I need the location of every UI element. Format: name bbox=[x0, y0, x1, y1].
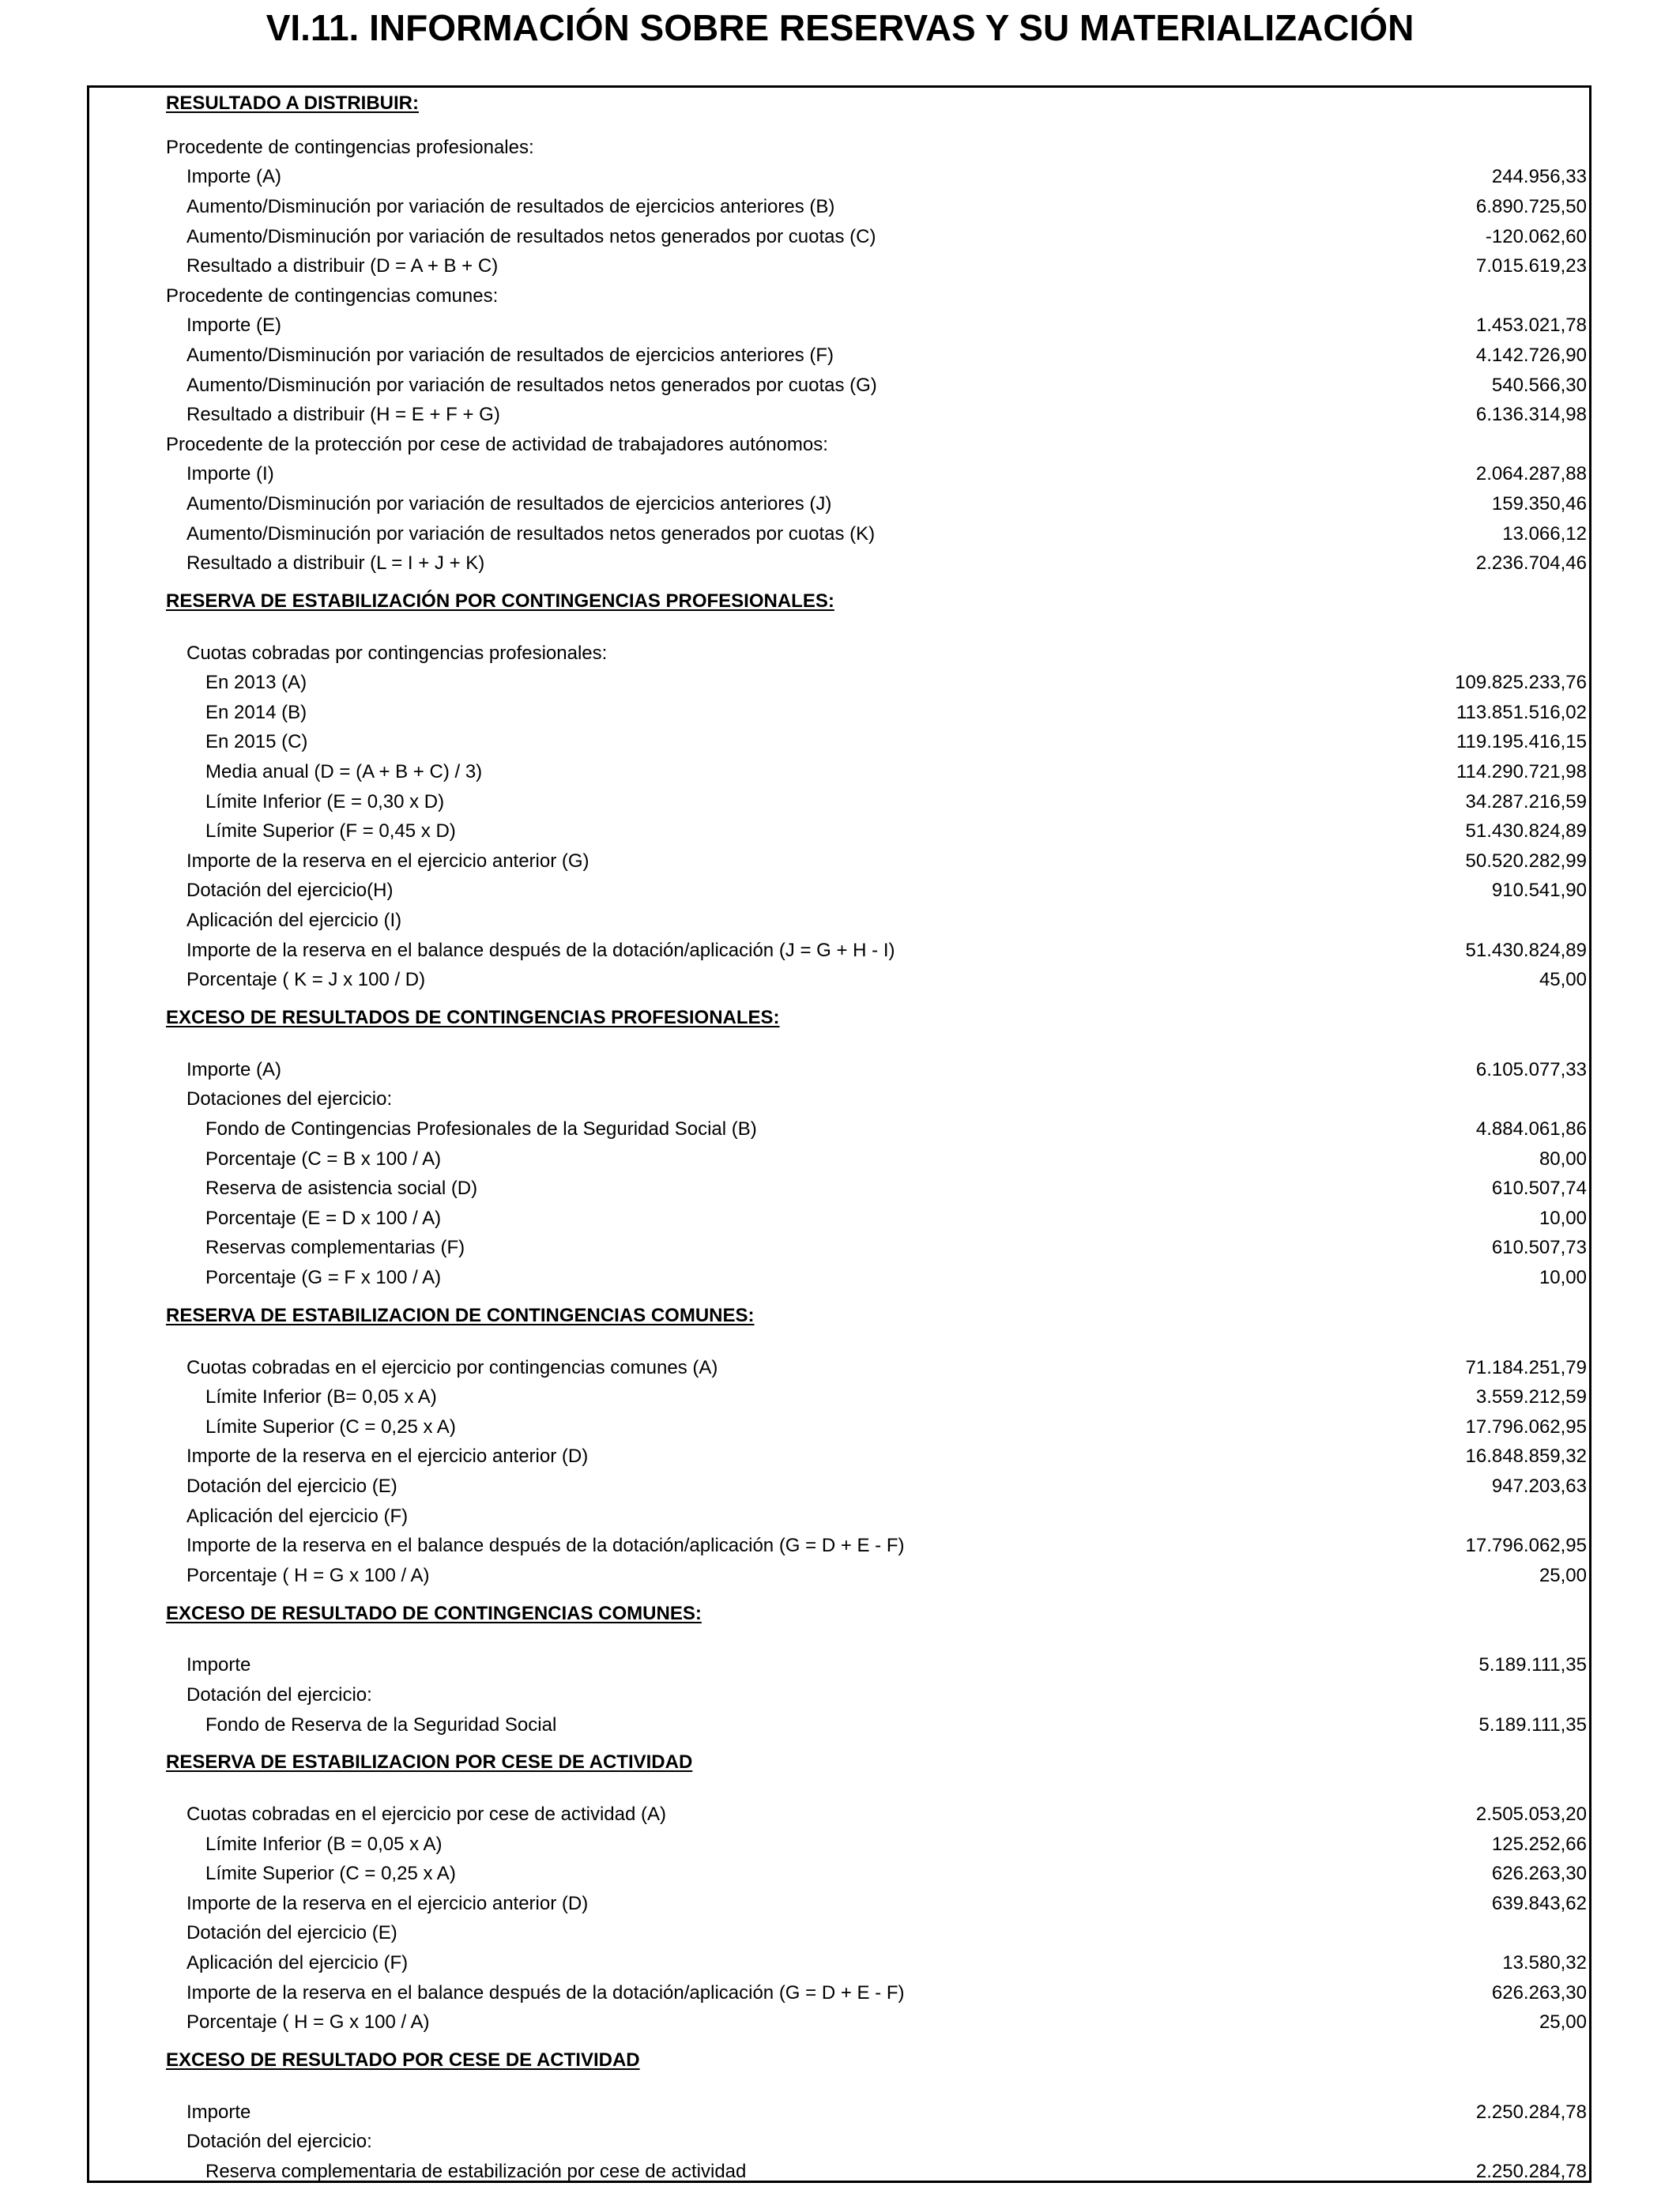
section-spacer bbox=[166, 2083, 1588, 2098]
line-item-value: 626.263,30 bbox=[1491, 1981, 1587, 2004]
line-item-value: 910.541,90 bbox=[1491, 880, 1587, 902]
line-item-label: Porcentaje (E = D x 100 / A) bbox=[205, 1207, 442, 1229]
line-item-value: 626.263,30 bbox=[1491, 1863, 1587, 1885]
line-item bbox=[166, 1263, 1588, 1293]
line-item-label: Reservas complementarias (F) bbox=[205, 1237, 465, 1259]
line-item-label: Fondo de Contingencias Profesionales de la Seguridad Social (B) bbox=[205, 1118, 757, 1140]
line-item bbox=[166, 1055, 1588, 1085]
line-item bbox=[166, 400, 1588, 430]
line-item-value: 6.890.725,50 bbox=[1475, 195, 1587, 217]
line-item-label: Dotación del ejercicio: bbox=[186, 2131, 372, 2153]
line-item-label: Aumento/Disminución por variación de resultados de ejercicios anteriores (J) bbox=[186, 492, 832, 515]
line-item-value: 51.430.824,89 bbox=[1465, 820, 1587, 843]
line-item bbox=[166, 757, 1588, 787]
line-item-value: 10,00 bbox=[1539, 1266, 1587, 1288]
line-item bbox=[166, 1800, 1588, 1830]
report-section bbox=[166, 1591, 1588, 1740]
section-heading: RESERVA DE ESTABILIZACION POR CESE DE ACTIVIDAD bbox=[166, 1751, 693, 1774]
line-item-value: 4.142.726,90 bbox=[1475, 344, 1587, 366]
line-item-value: 2.250.284,78 bbox=[1475, 2101, 1587, 2123]
line-item-value: 2.236.704,46 bbox=[1475, 552, 1587, 575]
line-item bbox=[166, 1860, 1588, 1890]
line-item-value: 109.825.233,76 bbox=[1455, 672, 1587, 694]
line-item bbox=[166, 2098, 1588, 2128]
line-item bbox=[166, 1502, 1588, 1532]
line-item-label: Reserva complementaria de estabilización por cese de actividad bbox=[205, 2161, 747, 2183]
line-item bbox=[166, 311, 1588, 341]
section-heading: RESULTADO A DISTRIBUIR: bbox=[166, 92, 419, 114]
line-item bbox=[166, 816, 1588, 846]
line-item bbox=[166, 1204, 1588, 1234]
line-item-label: Dotación del ejercicio: bbox=[186, 1683, 372, 1706]
line-item bbox=[166, 341, 1588, 371]
line-item bbox=[166, 936, 1588, 966]
line-item-value: 17.796.062,95 bbox=[1465, 1535, 1587, 1557]
line-item-label: En 2013 (A) bbox=[205, 672, 307, 694]
page-title: VI.11. INFORMACIÓN SOBRE RESERVAS Y SU MATERIALIZACIÓN bbox=[266, 7, 1414, 48]
line-item-value: 540.566,30 bbox=[1491, 374, 1587, 396]
line-item-value: 13.580,32 bbox=[1502, 1952, 1587, 1974]
line-item-label: Aumento/Disminución por variación de resultados de ejercicios anteriores (F) bbox=[186, 344, 834, 366]
line-item-label: Importe (I) bbox=[186, 463, 274, 485]
line-item-value: 2.250.284,78 bbox=[1475, 2161, 1587, 2183]
line-item bbox=[166, 281, 1588, 311]
line-item bbox=[166, 787, 1588, 817]
section-heading: RESERVA DE ESTABILIZACIÓN POR CONTINGENCIAS PROFESIONALES: bbox=[166, 590, 834, 612]
line-item-label: Porcentaje ( H = G x 100 / A) bbox=[186, 1564, 430, 1586]
line-item-value: 25,00 bbox=[1539, 2011, 1587, 2034]
line-item bbox=[166, 698, 1588, 728]
line-item bbox=[166, 669, 1588, 699]
line-item-value: 5.189.111,35 bbox=[1478, 1654, 1587, 1676]
line-item bbox=[166, 1442, 1588, 1472]
line-item-label: Procedente de contingencias comunes: bbox=[166, 285, 499, 307]
line-item bbox=[166, 1114, 1588, 1144]
line-item-label: Importe de la reserva en el ejercicio anterior (D) bbox=[186, 1892, 589, 1914]
line-item-label: Importe de la reserva en el balance después de la dotación/aplicación (J = G + H - I) bbox=[186, 939, 895, 961]
line-item-value: 50.520.282,99 bbox=[1465, 850, 1587, 872]
line-item bbox=[166, 1978, 1588, 2008]
line-item bbox=[166, 519, 1588, 549]
line-item-label: Cuotas cobradas por contingencias profesionales: bbox=[186, 642, 608, 664]
line-item bbox=[166, 2128, 1588, 2158]
line-item bbox=[166, 222, 1588, 252]
line-item-value: 125.252,66 bbox=[1491, 1833, 1587, 1855]
line-item-value: 947.203,63 bbox=[1491, 1475, 1587, 1497]
line-item bbox=[166, 965, 1588, 995]
report-body bbox=[166, 89, 1588, 2187]
line-item bbox=[166, 639, 1588, 669]
line-item bbox=[166, 876, 1588, 907]
line-item-value: 25,00 bbox=[1539, 1564, 1587, 1586]
line-item-value: 3.559.212,59 bbox=[1475, 1386, 1587, 1408]
report-section bbox=[166, 1740, 1588, 2038]
line-item-value: 71.184.251,79 bbox=[1465, 1356, 1587, 1378]
section-spacer bbox=[166, 1339, 1588, 1353]
line-item-value: 610.507,74 bbox=[1491, 1178, 1587, 1200]
line-item bbox=[166, 1561, 1588, 1591]
line-item bbox=[166, 2007, 1588, 2038]
line-item bbox=[166, 1382, 1588, 1412]
line-item-label: Fondo de Reserva de la Seguridad Social bbox=[205, 1713, 557, 1736]
line-item-value: 17.796.062,95 bbox=[1465, 1416, 1587, 1438]
line-item bbox=[166, 548, 1588, 579]
line-item bbox=[166, 1651, 1588, 1681]
line-item-label: Dotaciones del ejercicio: bbox=[186, 1088, 393, 1110]
line-item-label: Resultado a distribuir (L = I + J + K) bbox=[186, 552, 485, 575]
line-item bbox=[166, 1919, 1588, 1949]
section-spacer bbox=[166, 1041, 1588, 1055]
line-item bbox=[166, 1234, 1588, 1264]
line-item-label: Aumento/Disminución por variación de resultados netos generados por cuotas (C) bbox=[186, 225, 876, 247]
line-item bbox=[166, 1412, 1588, 1442]
line-item bbox=[166, 1144, 1588, 1174]
line-item-label: Aumento/Disminución por variación de resultados netos generados por cuotas (K) bbox=[186, 522, 876, 545]
line-item-value: 7.015.619,23 bbox=[1475, 255, 1587, 277]
section-heading: RESERVA DE ESTABILIZACION DE CONTINGENCIAS COMUNES: bbox=[166, 1304, 755, 1326]
line-item-value: 1.453.021,78 bbox=[1475, 315, 1587, 337]
line-item-value: 159.350,46 bbox=[1491, 492, 1587, 515]
line-item-value: 2.064.287,88 bbox=[1475, 463, 1587, 485]
line-item bbox=[166, 906, 1588, 936]
line-item-value: 244.956,33 bbox=[1491, 166, 1587, 188]
report-section bbox=[166, 995, 1588, 1293]
line-item-value: 2.505.053,20 bbox=[1475, 1804, 1587, 1826]
line-item-value: 639.843,62 bbox=[1491, 1892, 1587, 1914]
line-item-value: 114.290.721,98 bbox=[1456, 761, 1587, 783]
line-item bbox=[166, 371, 1588, 401]
section-heading: EXCESO DE RESULTADO DE CONTINGENCIAS COMUNES: bbox=[166, 1602, 702, 1624]
line-item-label: Aumento/Disminución por variación de resultados de ejercicios anteriores (B) bbox=[186, 195, 835, 217]
line-item-label: Importe de la reserva en el balance después de la dotación/aplicación (G = D + E - F) bbox=[186, 1981, 905, 2004]
line-item bbox=[166, 1830, 1588, 1860]
line-item-value: 6.105.077,33 bbox=[1475, 1058, 1587, 1080]
line-item-value: 610.507,73 bbox=[1491, 1237, 1587, 1259]
line-item-value: -120.062,60 bbox=[1485, 225, 1587, 247]
line-item-label: Resultado a distribuir (H = E + F + G) bbox=[186, 404, 500, 426]
line-item-value: 51.430.824,89 bbox=[1465, 939, 1587, 961]
section-spacer bbox=[166, 624, 1588, 639]
line-item-label: Procedente de contingencias profesionales: bbox=[166, 136, 534, 158]
line-item bbox=[166, 1085, 1588, 1115]
line-item-label: Cuotas cobradas en el ejercicio por cese de actividad (A) bbox=[186, 1804, 666, 1826]
report-section bbox=[166, 579, 1588, 995]
report-section bbox=[166, 89, 1588, 579]
line-item bbox=[166, 251, 1588, 281]
line-item bbox=[166, 1353, 1588, 1383]
line-item-label: En 2014 (B) bbox=[205, 701, 307, 723]
line-item bbox=[166, 846, 1588, 876]
report-section bbox=[166, 2038, 1588, 2187]
line-item-value: 10,00 bbox=[1539, 1207, 1587, 1229]
line-item-label: Importe (A) bbox=[186, 166, 282, 188]
line-item-label: Dotación del ejercicio(H) bbox=[186, 880, 394, 902]
line-item-label: Límite Superior (F = 0,45 x D) bbox=[205, 820, 456, 843]
line-item bbox=[166, 163, 1588, 193]
line-item bbox=[166, 460, 1588, 490]
line-item-label: Importe de la reserva en el ejercicio anterior (G) bbox=[186, 850, 590, 872]
line-item-label: Límite Inferior (E = 0,30 x D) bbox=[205, 790, 445, 812]
line-item-label: Límite Superior (C = 0,25 x A) bbox=[205, 1863, 456, 1885]
line-item-label: Importe (A) bbox=[186, 1058, 282, 1080]
line-item-value: 6.136.314,98 bbox=[1475, 404, 1587, 426]
line-item bbox=[166, 1680, 1588, 1710]
section-spacer bbox=[166, 1637, 1588, 1651]
line-item-label: Aplicación del ejercicio (I) bbox=[186, 910, 402, 932]
line-item bbox=[166, 1948, 1588, 1978]
line-item bbox=[166, 133, 1588, 163]
line-item-label: Cuotas cobradas en el ejercicio por contingencias comunes (A) bbox=[186, 1356, 718, 1378]
line-item-label: Porcentaje (C = B x 100 / A) bbox=[205, 1148, 442, 1170]
line-item bbox=[166, 728, 1588, 758]
line-item bbox=[166, 489, 1588, 519]
line-item-label: Porcentaje ( K = J x 100 / D) bbox=[186, 969, 426, 991]
line-item-label: Media anual (D = (A + B + C) / 3) bbox=[205, 761, 483, 783]
line-item-label: Importe de la reserva en el balance después de la dotación/aplicación (G = D + E - F) bbox=[186, 1535, 905, 1557]
line-item-label: Porcentaje (G = F x 100 / A) bbox=[205, 1266, 442, 1288]
section-heading: EXCESO DE RESULTADO POR CESE DE ACTIVIDAD bbox=[166, 2049, 640, 2071]
line-item-label: Límite Inferior (B= 0,05 x A) bbox=[205, 1386, 437, 1408]
line-item-value: 113.851.516,02 bbox=[1456, 701, 1587, 723]
line-item bbox=[166, 1710, 1588, 1740]
line-item-label: Importe de la reserva en el ejercicio anterior (D) bbox=[186, 1446, 589, 1468]
line-item-label: Importe bbox=[186, 2101, 251, 2123]
line-item-value: 5.189.111,35 bbox=[1478, 1713, 1587, 1736]
line-item-label: Aumento/Disminución por variación de resultados netos generados por cuotas (G) bbox=[186, 374, 877, 396]
line-item-label: Dotación del ejercicio (E) bbox=[186, 1922, 397, 1944]
report-section bbox=[166, 1293, 1588, 1591]
line-item-value: 4.884.061,86 bbox=[1475, 1118, 1587, 1140]
line-item-label: Resultado a distribuir (D = A + B + C) bbox=[186, 255, 499, 277]
line-item-value: 16.848.859,32 bbox=[1465, 1446, 1587, 1468]
line-item bbox=[166, 1889, 1588, 1919]
line-item bbox=[166, 430, 1588, 460]
line-item bbox=[166, 1174, 1588, 1204]
line-item-value: 80,00 bbox=[1539, 1148, 1587, 1170]
line-item-value: 34.287.216,59 bbox=[1465, 790, 1587, 812]
section-spacer bbox=[166, 119, 1588, 133]
line-item-label: Procedente de la protección por cese de actividad de trabajadores autónomos: bbox=[166, 433, 828, 455]
line-item-label: Límite Superior (C = 0,25 x A) bbox=[205, 1416, 456, 1438]
line-item-label: Aplicación del ejercicio (F) bbox=[186, 1505, 409, 1527]
line-item-label: Reserva de asistencia social (D) bbox=[205, 1178, 478, 1200]
line-item bbox=[166, 2157, 1588, 2187]
section-spacer bbox=[166, 1785, 1588, 1800]
line-item bbox=[166, 1472, 1588, 1502]
line-item-label: Importe bbox=[186, 1654, 251, 1676]
line-item bbox=[166, 1531, 1588, 1561]
line-item-label: Importe (E) bbox=[186, 315, 282, 337]
line-item-value: 13.066,12 bbox=[1502, 522, 1587, 545]
line-item-label: En 2015 (C) bbox=[205, 731, 308, 753]
line-item-value: 119.195.416,15 bbox=[1456, 731, 1587, 753]
line-item bbox=[166, 192, 1588, 222]
line-item-label: Porcentaje ( H = G x 100 / A) bbox=[186, 2011, 430, 2034]
line-item-label: Aplicación del ejercicio (F) bbox=[186, 1952, 409, 1974]
line-item-label: Dotación del ejercicio (E) bbox=[186, 1475, 397, 1497]
section-heading: EXCESO DE RESULTADOS DE CONTINGENCIAS PROFESIONALES: bbox=[166, 1007, 780, 1029]
line-item-label: Límite Inferior (B = 0,05 x A) bbox=[205, 1833, 443, 1855]
line-item-value: 45,00 bbox=[1539, 969, 1587, 991]
